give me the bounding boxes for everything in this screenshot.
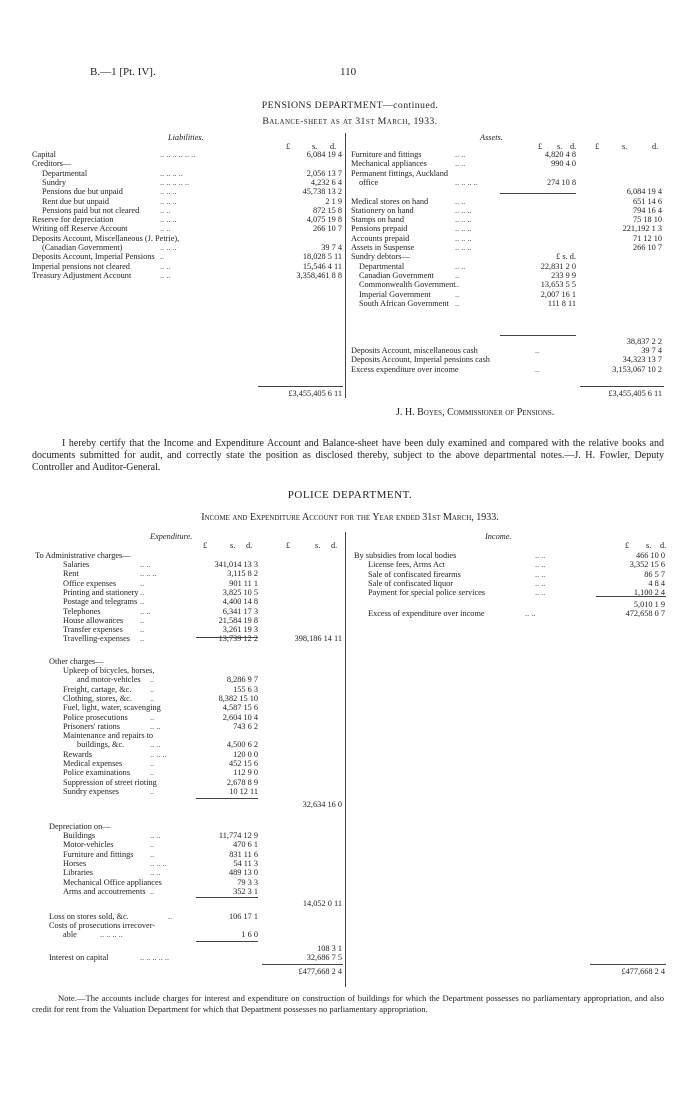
liability-amount: 2 1 9	[325, 196, 342, 206]
depreciation-item-amount: 489 13 0	[228, 868, 258, 878]
leader-dots: ..	[150, 786, 155, 796]
asset-label: South African Government	[359, 298, 449, 308]
other-item-amount: 8,286 9 7	[226, 675, 258, 685]
leader-dots: .. .. .. ..	[100, 930, 123, 939]
asset-amount: 2,007 16 1	[540, 289, 576, 299]
other-item-label: buildings, &c.	[77, 740, 125, 750]
footnote: Note.—The accounts include charges for interest and expenditure on construction of buildings for which the Department possesses no parliamentary appropriation, and also credit for rent from the Valuation Department for which that Department possesses no parliamentary appropriation.	[32, 993, 664, 1014]
leader-dots: ..	[150, 759, 155, 768]
leader-dots: .. ..	[150, 868, 161, 878]
interest-label: Interest on capital	[49, 953, 109, 962]
depreciation-item-label: Mechanical Office appliances	[63, 877, 162, 887]
liability-label: Treasury Adjustment Account	[32, 270, 132, 280]
leader-dots: .. .. ..	[140, 569, 157, 579]
depreciation-item-label: Furniture and fittings	[63, 849, 134, 859]
income-item-amount: 466 10 0	[635, 551, 665, 560]
income-item-amount: 4 8 4	[648, 578, 665, 588]
leader-dots: ..	[150, 849, 155, 859]
subtotal-rule	[500, 335, 576, 336]
asset-label: Furniture and fittings	[351, 150, 422, 159]
liability-amount: 4,232 6 4	[310, 177, 342, 187]
leader-dots: .. .. .. .. ..	[140, 953, 170, 962]
other-item-label: Suppression of street rioting	[63, 777, 157, 787]
depreciation-item-amount: 11,774 12 9	[218, 831, 258, 840]
admin-item-amount: 901 11 1	[229, 578, 258, 588]
column-divider	[345, 532, 346, 987]
leader-dots: .. .. ..	[455, 215, 472, 225]
leader-dots: .. .. ..	[455, 233, 472, 243]
assets-heading: Assets.	[480, 133, 503, 142]
asset-label: Sundry debtors—	[351, 252, 410, 262]
asset-label: office	[359, 177, 379, 187]
leader-dots: ..	[455, 298, 460, 308]
liability-label: Pensions due but unpaid	[42, 187, 123, 197]
leader-dots: .. .. ..	[455, 243, 472, 252]
leader-dots: .. ..	[535, 588, 546, 598]
liability-label: Deposits Account, Miscellaneous (J. Petrie),	[32, 233, 180, 243]
leader-dots: .. .. ..	[160, 215, 177, 225]
cur-pound: £	[595, 142, 600, 151]
other-item-amount: 4,587 15 6	[222, 703, 258, 713]
liability-amount: 45,738 13 2	[302, 187, 342, 197]
other-item-label: Clothing, stores, &c.	[63, 693, 132, 703]
leader-dots: .. .. ..	[160, 187, 177, 197]
leader-dots: .. ..	[140, 560, 151, 569]
liability-amount: 3,358,461 8 8	[296, 270, 342, 280]
leader-dots: ..	[150, 712, 155, 722]
asset-amount: £ s. d.	[556, 252, 576, 262]
other-item-label: Police examinations	[63, 768, 131, 778]
income-item-amount: 3,352 15 6	[629, 560, 665, 570]
subtotal-rule	[196, 897, 258, 898]
admin-item-label: Salaries	[63, 560, 90, 569]
cur-pound: £	[286, 541, 291, 550]
leader-dots: ..	[140, 597, 145, 607]
leader-dots: ..	[140, 587, 145, 597]
page-number: 110	[340, 66, 357, 78]
admin-item-amount: 3,115 8 2	[227, 569, 258, 579]
leader-dots: .. .. .. .. ..	[160, 177, 190, 187]
leader-dots: .. ..	[525, 609, 536, 618]
liability-label: Capital	[32, 150, 56, 159]
liability-amount: 15,546 4 11	[302, 261, 342, 271]
admin-item-label: House allowances	[63, 615, 124, 625]
admin-item-amount: 3,261 19 3	[222, 625, 258, 635]
asset-label: Deposits Account, miscellaneous cash	[351, 346, 478, 355]
other-heading: Other charges—	[49, 657, 104, 666]
cur-shillings: s.	[557, 142, 563, 151]
leader-dots: ..	[150, 684, 155, 694]
cur-pence: d.	[246, 541, 253, 550]
other-item-amount: 112 9 0	[233, 768, 258, 778]
depreciation-total: 14,052 0 11	[302, 899, 342, 908]
loss-label: Loss on stores sold, &c.	[49, 912, 129, 921]
leader-dots: ..	[455, 270, 460, 280]
other-item-label: Medical expenses	[63, 759, 123, 768]
admin-item-label: Travelling-expenses	[63, 634, 130, 644]
cur-pound: £	[286, 142, 291, 151]
police-subtitle: Income and Expenditure Account for the Year ended 31st March, 1933.	[201, 512, 499, 523]
leader-dots: .. ..	[160, 261, 171, 271]
other-item-amount: 8,382 15 10	[218, 693, 258, 703]
loss-costs-total: 108 3 1	[317, 944, 342, 953]
liability-amount: 2,056 13 7	[306, 168, 342, 178]
leader-dots: .. ..	[160, 205, 171, 215]
leader-dots: .. .. ..	[455, 205, 472, 215]
police-title: POLICE DEPARTMENT.	[287, 489, 413, 501]
admin-item-label: Postage and telegrams	[63, 597, 138, 607]
cur-pence: d.	[652, 142, 659, 151]
leader-dots: .. .. ..	[150, 749, 167, 759]
admin-item-amount: 4,400 14 8	[222, 597, 258, 607]
asset-amount: 221,192 1 3	[622, 224, 662, 234]
asset-amount: 233 9 9	[551, 270, 576, 280]
liability-amount: 18,028 5 11	[302, 252, 342, 262]
loss-amount: 106 17 1	[228, 912, 258, 921]
leader-dots: ..	[455, 289, 460, 299]
leader-dots: .. ..	[160, 270, 171, 280]
leader-dots: ..	[168, 912, 173, 921]
leader-dots: ..	[535, 346, 540, 355]
report-ref: B.—1 [Pt. IV].	[90, 66, 156, 78]
asset-label: Departmental	[359, 261, 405, 271]
leader-dots: .. ..	[455, 159, 466, 169]
leader-dots: ..	[455, 280, 460, 290]
asset-amount: 266 10 7	[632, 243, 662, 252]
leader-dots: ..	[150, 886, 155, 896]
liability-label: Imperial pensions not cleared	[32, 261, 130, 271]
cur-shillings: s.	[312, 142, 318, 151]
liability-label: (Canadian Government)	[42, 243, 123, 252]
cur-pound: £	[203, 541, 208, 550]
leader-dots: ..	[140, 625, 145, 635]
asset-label: Permanent fittings, Auckland	[351, 168, 449, 178]
asset-amount: 651 14 6	[632, 196, 662, 206]
other-item-amount: 120 0 0	[233, 749, 258, 759]
total-rule	[258, 386, 343, 387]
liabilities-total: £3,455,405 6 11	[288, 389, 342, 398]
leader-dots: ..	[535, 364, 540, 374]
other-item-label: Prisoners' rations	[63, 721, 121, 731]
asset-amount: 274 10 8	[546, 177, 576, 187]
admin-item-label: Office expenses	[63, 578, 117, 588]
total-rule	[580, 386, 664, 387]
depreciation-item-label: Horses	[63, 858, 87, 868]
leader-dots: ..	[150, 693, 155, 703]
leader-dots: .. ..	[535, 578, 546, 588]
liability-label: Creditors—	[32, 159, 72, 169]
depreciation-heading: Depreciation on—	[49, 822, 111, 831]
leader-dots: .. .. .. ..	[455, 177, 478, 187]
asset-label: Pensions prepaid	[351, 224, 408, 234]
costs-label-cont: able	[63, 930, 77, 939]
asset-label: Accounts prepaid	[351, 233, 410, 243]
income-item-label: Payment for special police services	[368, 588, 486, 598]
liability-amount: 872 15 8	[312, 205, 342, 215]
balance-title: Balance-sheet as at 31st March, 1933.	[262, 116, 438, 127]
other-item-amount: 155 6 3	[233, 684, 258, 694]
admin-item-amount: 21,584 19 8	[218, 615, 258, 625]
asset-label: Stamps on hand	[351, 215, 405, 225]
leader-dots: .. .. ..	[160, 243, 177, 252]
depreciation-item-amount: 79 3 3	[237, 877, 258, 887]
liability-label: Writing off Reserve Account	[32, 224, 128, 234]
depreciation-item-amount: 470 6 1	[233, 840, 258, 850]
admin-total: 398,186 14 11	[294, 634, 342, 643]
subtotal-rule	[596, 596, 666, 597]
cur-shillings: s.	[230, 541, 236, 550]
income-total: £477,668 2 4	[621, 967, 665, 976]
liability-label: Sundry	[42, 177, 66, 187]
liabilities-heading: Liabilities.	[168, 133, 204, 142]
asset-label: Deposits Account, Imperial pensions cash	[351, 355, 490, 365]
subtotal-rule	[500, 193, 576, 194]
subtotal-rule	[196, 637, 258, 638]
other-item-amount: 10 12 11	[229, 786, 258, 796]
income-item-amount: 86 5 7	[644, 569, 665, 579]
asset-label: Stationery on hand	[351, 205, 414, 215]
asset-amount: 13,653 5 5	[540, 280, 576, 290]
expenditure-heading: Expenditure.	[150, 532, 193, 541]
liability-amount: 6,084 19 4	[306, 150, 342, 159]
asset-amount: 794 16 4	[632, 205, 662, 215]
leader-dots: .. .. .. .. .. ..	[160, 150, 196, 159]
dept-continued: PENSIONS DEPARTMENT—continued.	[261, 100, 439, 111]
depreciation-item-label: Arms and accoutrements	[63, 886, 146, 896]
admin-item-amount: 13,739 12 2	[218, 634, 258, 644]
other-total: 32,634 16 0	[302, 800, 342, 809]
liability-amount: 4,075 19 8	[306, 215, 342, 225]
income-subtotal: 5,010 1 9	[633, 600, 665, 609]
cur-shillings: s.	[315, 541, 321, 550]
depreciation-item-label: Libraries	[63, 868, 93, 878]
admin-item-label: Transfer expenses	[63, 625, 123, 635]
leader-dots: ..	[160, 252, 165, 262]
leader-dots: ..	[150, 675, 155, 685]
excess-label: Excess of expenditure over income	[368, 609, 485, 618]
other-item-amount: 452 15 6	[228, 759, 258, 768]
leader-dots: .. ..	[150, 721, 161, 731]
costs-label: Costs of prosecutions irrecover-	[49, 921, 156, 930]
other-item-amount: 2,678 8 9	[226, 777, 258, 787]
depreciation-item-amount: 54 11 3	[233, 858, 258, 868]
income-item-label: By subsidies from local bodies	[354, 551, 457, 560]
asset-amount: 75 18 10	[632, 215, 662, 225]
income-item-label: License fees, Arms Act	[368, 560, 445, 570]
cur-pence: d.	[331, 541, 338, 550]
other-item-amount: 2,604 10 4	[222, 712, 258, 722]
leader-dots: .. .. .. ..	[160, 168, 183, 178]
other-item-label: Police prosecutions	[63, 712, 128, 722]
asset-amount: 6,084 19 4	[626, 187, 662, 197]
commissioner-signature: J. H. Boyes, Commissioner of Pensions.	[396, 407, 555, 418]
asset-label: Commonwealth Government	[359, 280, 456, 290]
other-item-label: Sundry expenses	[63, 786, 119, 796]
leader-dots: ..	[140, 578, 145, 588]
asset-label: Imperial Government	[359, 289, 431, 299]
liability-amount: 266 10 7	[312, 224, 342, 234]
admin-item-amount: 6,341 17 3	[222, 606, 258, 616]
asset-amount: 111 8 11	[547, 298, 576, 308]
cur-pence: d.	[330, 142, 337, 151]
other-item-label: Maintenance and repairs to	[63, 731, 154, 741]
asset-amount: 4,820 4 8	[544, 150, 576, 159]
income-item-label: Sale of confiscated firearms	[368, 569, 461, 579]
cur-pound: £	[538, 142, 543, 151]
liability-label: Pensions paid but not cleared	[42, 205, 140, 215]
liability-label: Departmental	[42, 168, 88, 178]
other-item-label: Fuel, light, water, scavenging	[63, 703, 161, 713]
asset-amount: 990 4 0	[551, 159, 576, 169]
asset-amount: 71 12 10	[632, 233, 662, 243]
interest-amount: 32,686 7 5	[306, 953, 342, 962]
column-divider	[345, 133, 346, 398]
admin-heading: To Administrative charges—	[35, 551, 131, 560]
audit-certificate: I hereby certify that the Income and Expenditure Account and Balance-sheet have been duly examined and compared with the relative books and documents submitted for audit, and correctly state the position as disclosed thereby, subject to the above departmental notes.—J. H. Fowler, Deputy Controller and Auditor-General.	[32, 438, 664, 473]
other-item-label: and motor-vehicles	[77, 675, 141, 685]
other-item-amount: 4,500 6 2	[226, 740, 258, 750]
admin-item-label: Rent	[63, 569, 79, 579]
depreciation-item-amount: 831 11 6	[229, 849, 258, 859]
leader-dots: ..	[150, 840, 155, 850]
asset-amount: 39 7 4	[641, 346, 662, 355]
admin-item-label: Printing and stationery	[63, 587, 139, 597]
other-item-label: Rewards	[63, 749, 93, 759]
asset-label: Excess expenditure over income	[351, 364, 459, 374]
costs-amount: 1 6 0	[241, 930, 258, 939]
expenditure-total: £477,668 2 4	[298, 967, 342, 976]
assets-total: £3,455,405 6 11	[608, 389, 662, 398]
leader-dots: .. .. ..	[150, 858, 167, 868]
total-rule	[590, 964, 666, 965]
cur-pound: £	[625, 541, 630, 550]
other-item-label: Upkeep of bicycles, horses,	[63, 666, 155, 675]
depreciation-item-label: Buildings	[63, 831, 96, 840]
asset-label: Mechanical appliances	[351, 159, 427, 169]
depreciation-item-amount: 352 3 1	[233, 886, 258, 896]
leader-dots: .. ..	[535, 560, 546, 570]
leader-dots: .. ..	[455, 261, 466, 271]
asset-amount: 22,831 2 0	[540, 261, 576, 271]
cur-pence: d.	[660, 541, 667, 550]
leader-dots: .. ..	[535, 551, 546, 560]
cur-pence: d.	[570, 142, 577, 151]
cur-shillings: s.	[646, 541, 652, 550]
leader-dots: ..	[150, 768, 155, 778]
leader-dots: .. ..	[160, 224, 171, 234]
income-heading: Income.	[485, 532, 512, 541]
leader-dots: .. ..	[150, 831, 161, 840]
asset-label: Canadian Government	[359, 270, 434, 280]
asset-amount: 3,153,067 10 2	[612, 364, 662, 374]
admin-item-label: Telephones	[63, 606, 101, 616]
asset-amount: 34,323 13 7	[622, 355, 662, 365]
liability-label: Reserve for depreciation	[32, 215, 114, 225]
cur-shillings: s.	[622, 142, 628, 151]
liability-amount: 39 7 4	[321, 243, 342, 252]
debtors-total: 38,837 2 2	[626, 337, 662, 346]
admin-item-amount: 341,014 13 3	[214, 560, 258, 569]
income-item-label: Sale of confiscated liquor	[368, 578, 454, 588]
leader-dots: .. ..	[535, 569, 546, 579]
leader-dots: .. ..	[455, 150, 466, 159]
total-rule	[262, 964, 343, 965]
leader-dots: ..	[140, 634, 145, 644]
leader-dots: .. ..	[150, 740, 161, 750]
leader-dots: ..	[140, 615, 145, 625]
subtotal-rule	[196, 941, 258, 942]
depreciation-item-label: Motor-vehicles	[63, 840, 114, 850]
leader-dots: .. .. ..	[455, 224, 472, 234]
asset-label: Assets in Suspense	[351, 243, 415, 252]
income-item-amount: 1,100 2 4	[633, 588, 665, 598]
subtotal-rule	[196, 798, 258, 799]
excess-amount: 472,658 0 7	[625, 609, 665, 618]
leader-dots: .. ..	[455, 196, 466, 206]
leader-dots: .. ..	[140, 606, 151, 616]
asset-label: Medical stores on hand	[351, 196, 429, 206]
leader-dots: .. .. ..	[160, 196, 177, 206]
other-item-amount: 743 6 2	[233, 721, 258, 731]
liability-label: Deposits Account, Imperial Pensions	[32, 252, 155, 262]
other-item-label: Freight, cartage, &c.	[63, 684, 132, 694]
admin-item-amount: 3,825 10 5	[222, 587, 258, 597]
liability-label: Rent due but unpaid	[42, 196, 110, 206]
